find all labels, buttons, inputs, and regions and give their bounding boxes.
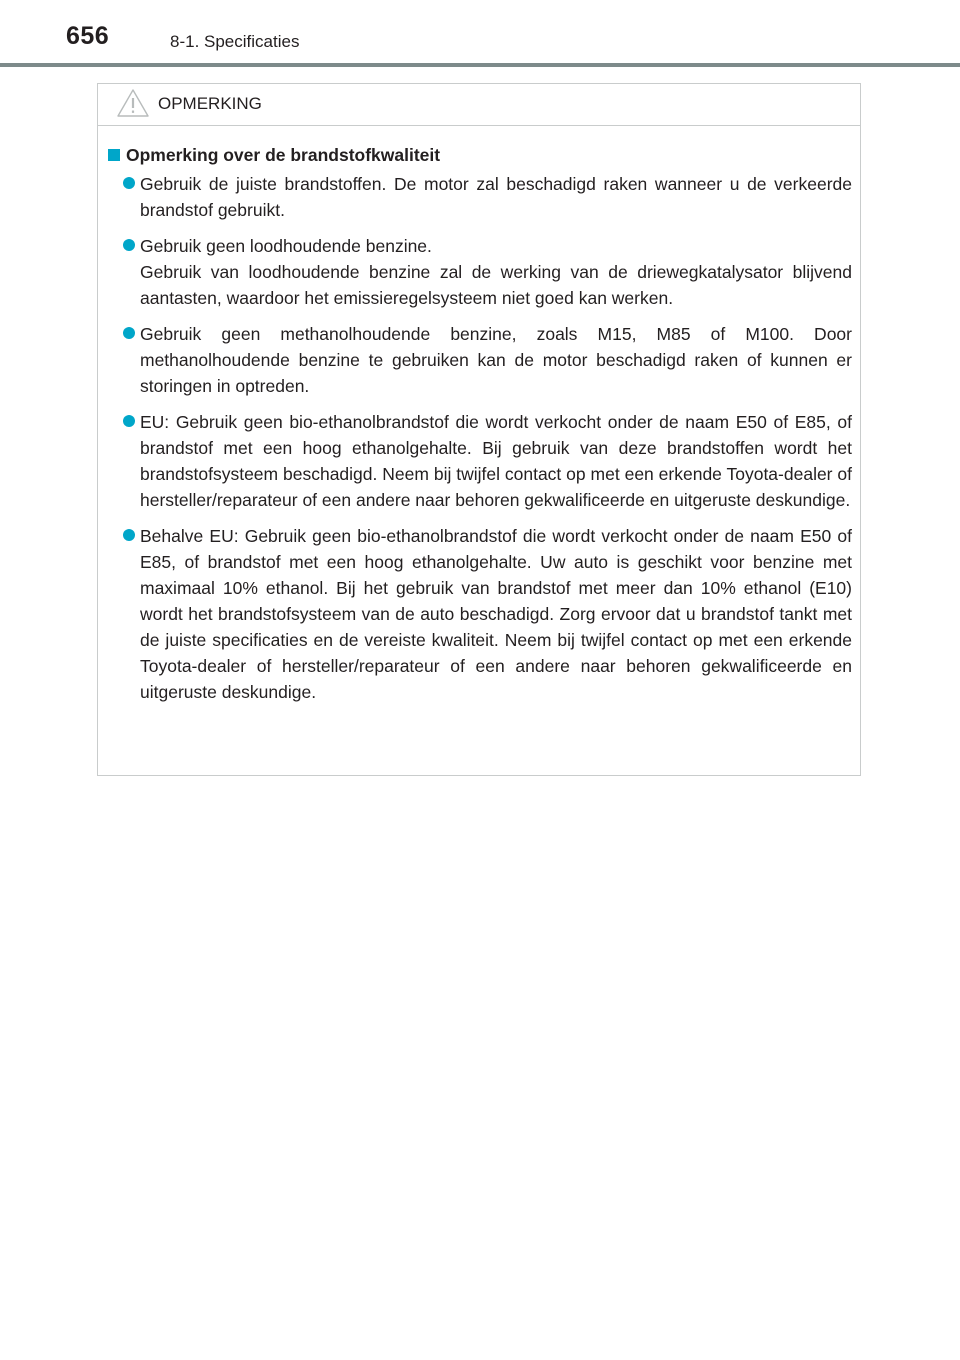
list-item-text (140, 233, 852, 311)
notice-body (98, 126, 860, 705)
page-number: 656 (66, 22, 110, 50)
list-item (106, 233, 852, 311)
warning-triangle-icon (116, 88, 150, 118)
notice-box (97, 83, 861, 776)
subheading (106, 143, 852, 167)
round-bullet-icon (123, 177, 135, 189)
round-bullet-icon (123, 415, 135, 427)
list-item-paragraph: Gebruik van loodhoudende benzine zal de werking van de driewegkatalysator blijvend aantasten, waardoor het emissieregelsysteem niet goed kan werken. (140, 262, 852, 308)
list-item-text (140, 321, 852, 399)
notice-title: OPMERKING (158, 94, 262, 113)
notice-header (98, 84, 860, 126)
list-item-paragraph: Gebruik geen loodhoudende benzine. (140, 236, 432, 256)
list-item-text (140, 409, 852, 513)
list-item-paragraph: Gebruik geen methanolhoudende benzine, zoals M15, M85 of M100. Door methanolhoudende benzine te gebruiken kan de motor beschadigd raken of kunnen er storingen in optreden. (140, 324, 852, 396)
list-item-text (140, 171, 852, 223)
round-bullet-icon (123, 327, 135, 339)
square-bullet-icon (108, 149, 120, 161)
header-rule (0, 63, 960, 67)
list-item-paragraph: Behalve EU: Gebruik geen bio-ethanolbrandstof die wordt verkocht onder de naam E50 of E85, of brandstof met een hoog ethanolgehalte. Uw auto is geschikt voor benzine met maximaal 10% ethanol. Bij het gebruik van brandstof met meer dan 10% ethanol (E10) wordt het brandstofsysteem van de auto beschadigd. Zorg ervoor dat u brandstof tankt met de juiste specificaties en de vereiste kwaliteit. Neem bij twijfel contact op met een erkende Toyota-dealer of hersteller/reparateur of een andere naar behoren gekwalificeerde en uitgeruste deskundige. (140, 526, 852, 702)
list-item (106, 409, 852, 513)
list-item (106, 523, 852, 705)
list-item (106, 321, 852, 399)
subheading-text: Opmerking over de brandstofkwaliteit (126, 145, 441, 165)
list-item (106, 171, 852, 223)
notice-item-list (106, 171, 852, 705)
section-title: 8-1. Specificaties (170, 32, 300, 51)
round-bullet-icon (123, 529, 135, 541)
list-item-text (140, 523, 852, 705)
list-item-paragraph: Gebruik de juiste brandstoffen. De motor zal beschadigd raken wanneer u de verkeerde brandstof gebruikt. (140, 174, 852, 220)
list-item-paragraph: EU: Gebruik geen bio-ethanolbrandstof die wordt verkocht onder de naam E50 of E85, of brandstof met een hoog ethanolgehalte. Bij gebruik van deze brandstoffen wordt het brandstofsysteem beschadigd. Neem bij twijfel contact op met een erkende Toyota-dealer of hersteller/reparateur of een andere naar behoren gekwalificeerde en uitgeruste deskundige. (140, 412, 852, 510)
round-bullet-icon (123, 239, 135, 251)
